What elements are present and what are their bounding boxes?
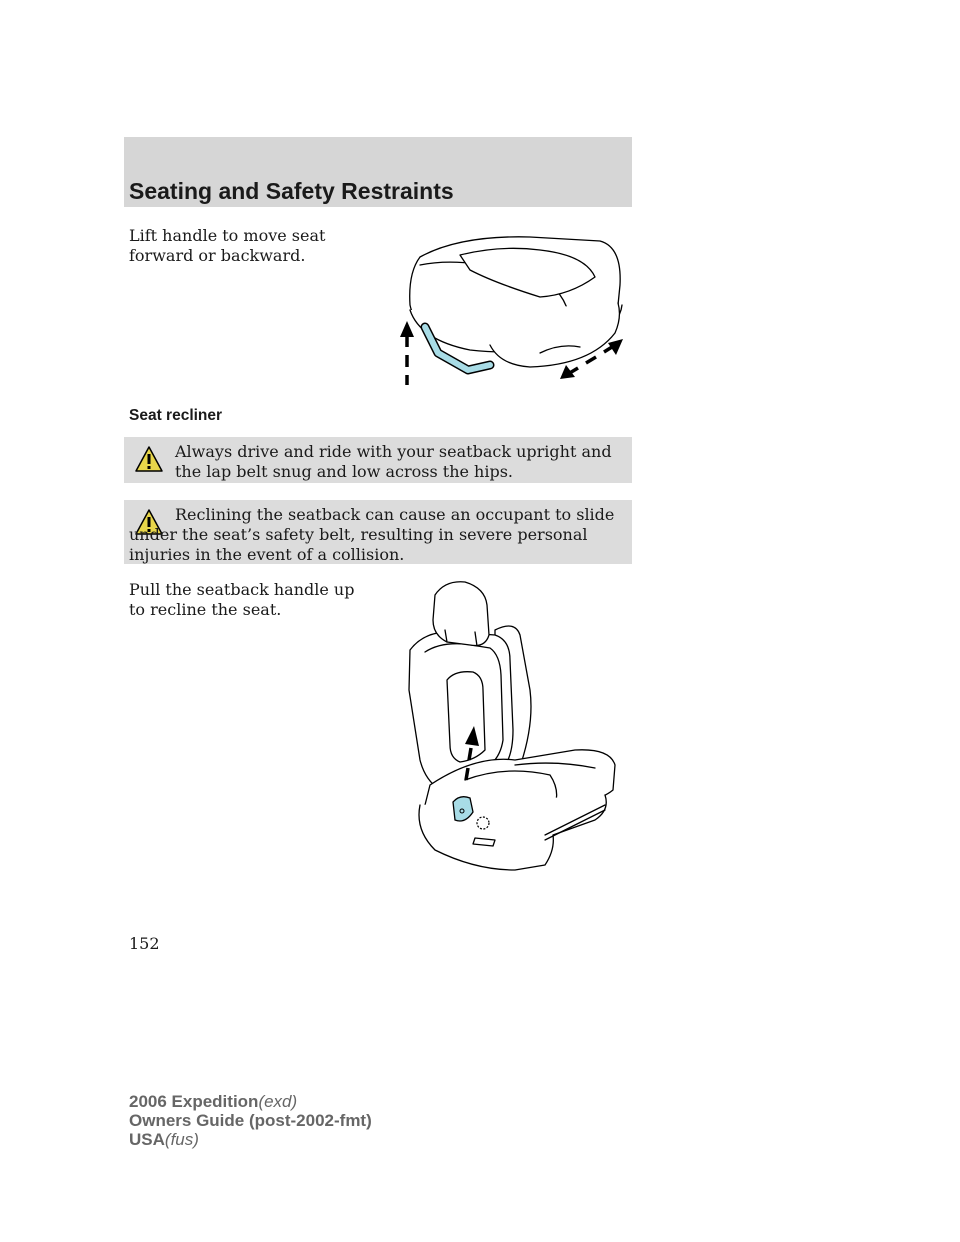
warning-triangle-icon [134, 445, 164, 473]
footer-line-1: 2006 Expedition(exd) [129, 1092, 298, 1111]
warning-box-1 [124, 437, 632, 483]
footer [129, 1092, 372, 1149]
warning-box-2 [124, 500, 632, 564]
recline-paragraph: Pull the seatback handle up to recline the seat. [129, 580, 355, 619]
warning-text-2: Reclining the seatback can cause an occupant to slide under the seat’s safety belt, resulting in severe personal injuries in the event of a collision. [129, 505, 615, 564]
subheading-seat-recliner: Seat recliner [129, 407, 223, 424]
seat-track-illustration [390, 225, 640, 390]
seat-recliner-illustration [395, 580, 635, 875]
page-number: 152 [129, 934, 160, 953]
footer-line-3: USA(fus) [129, 1130, 199, 1149]
intro-paragraph: Lift handle to move seat forward or backward. [129, 226, 326, 265]
section-title: Seating and Safety Restraints [129, 178, 454, 204]
footer-line-2: Owners Guide (post-2002-fmt) [129, 1111, 372, 1130]
warning-text-1: Always drive and ride with your seatback upright and the lap belt snug and low across the hips. [175, 442, 612, 481]
